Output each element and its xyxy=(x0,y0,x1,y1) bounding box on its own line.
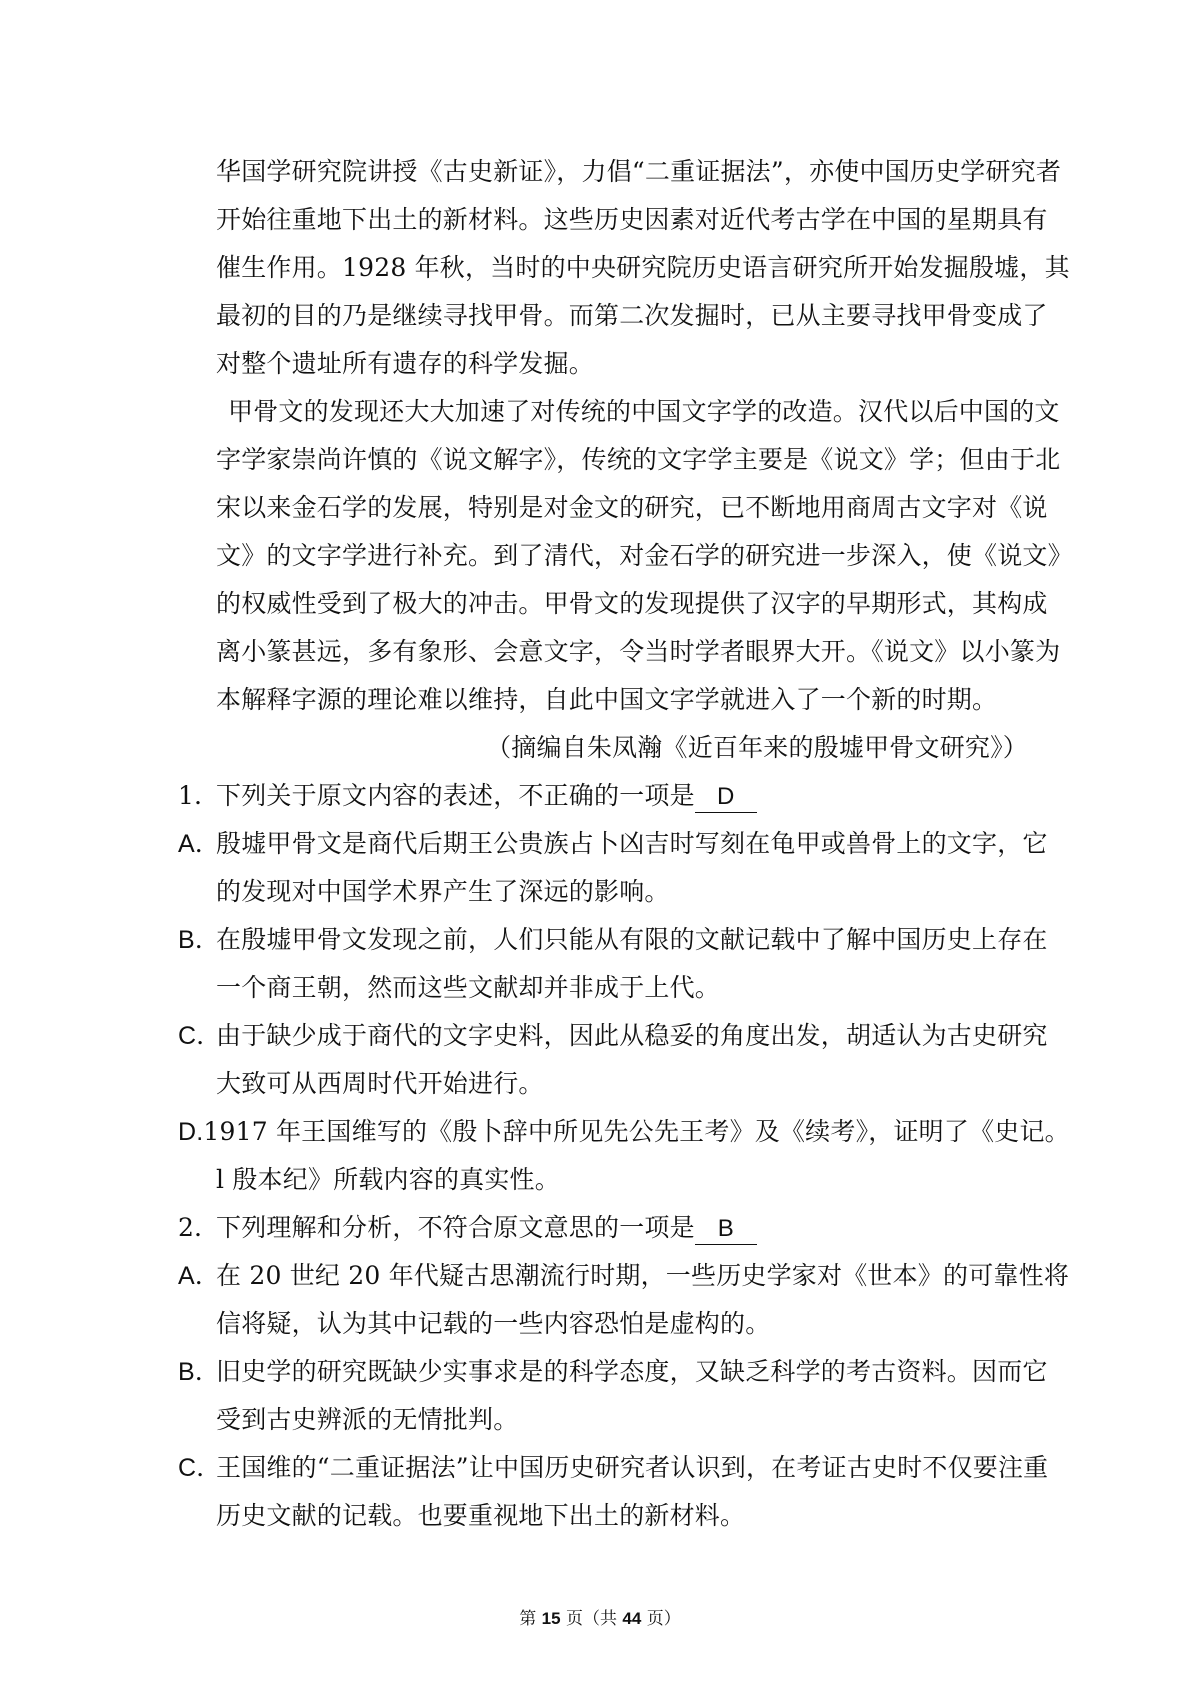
document-content xyxy=(178,148,1073,1540)
page-number: 15 xyxy=(541,1609,561,1628)
option-c xyxy=(178,1444,1049,1492)
question-2-stem xyxy=(178,1204,1028,1252)
option-b xyxy=(178,916,1048,964)
option-c xyxy=(178,1012,1048,1060)
footer-middle: 页（共 xyxy=(560,1609,623,1629)
passage-line: 甲骨文的发现还大大加速了对传统的中国文字学的改造。汉代以后中国的文 xyxy=(228,397,1060,426)
option-a-continued: 信将疑，认为其中记载的一些内容恐怕是虚构的。 xyxy=(216,1309,771,1338)
option-c-continued: 历史文献的记载。也要重视地下出土的新材料。 xyxy=(216,1501,746,1530)
option-text: 殷墟甲骨文是商代后期王公贵族占卜凶吉时写刻在龟甲或兽骨上的文字，它 xyxy=(216,829,1048,858)
option-label: D. xyxy=(178,1118,204,1146)
option-c-continued: 大致可从西周时代开始进行。 xyxy=(216,1069,544,1098)
footer-suffix: 页） xyxy=(641,1609,681,1629)
question-1-stem xyxy=(178,772,1028,820)
passage-line: 宋以来金石学的发展，特别是对金文的研究，已不断地用商周古文字对《说 xyxy=(216,493,1048,522)
passage-source: （摘编自朱凤瀚《近百年来的殷墟甲骨文研究》） xyxy=(486,733,1028,762)
option-label: A． xyxy=(178,830,221,858)
option-d-continued: l 殷本纪》所载内容的真实性。 xyxy=(216,1165,560,1194)
total-pages: 44 xyxy=(622,1609,642,1628)
option-label: C． xyxy=(178,1454,222,1482)
question-number: 2． xyxy=(178,1213,220,1242)
option-b xyxy=(178,1348,1048,1396)
question-text: 下列关于原文内容的表述，不正确的一项是 xyxy=(216,781,695,810)
answer-blank: D xyxy=(695,782,757,813)
option-label: A． xyxy=(178,1262,221,1290)
option-label: C． xyxy=(178,1022,222,1050)
option-label: B． xyxy=(178,926,221,954)
footer-prefix: 第 xyxy=(519,1609,542,1629)
passage-line: 离小篆甚远，多有象形、会意文字，令当时学者眼界大开。《说文》以小篆为 xyxy=(216,637,1061,666)
question-number: 1． xyxy=(178,781,220,810)
option-a-continued: 的发现对中国学术界产生了深远的影响。 xyxy=(216,877,670,906)
option-text: 在 20 世纪 20 年代疑古思潮流行时期，一些历史学家对《世本》的可靠性将 xyxy=(216,1261,1070,1290)
option-text: 1917 年王国维写的《殷卜辞中所见先公先王考》及《续考》，证明了《史记。 xyxy=(203,1117,1070,1146)
option-b-continued: 一个商王朝，然而这些文献却并非成于上代。 xyxy=(216,973,721,1002)
passage-line: 开始往重地下出土的新材料。这些历史因素对近代考古学在中国的星期具有 xyxy=(216,205,1048,234)
option-text: 旧史学的研究既缺少实事求是的科学态度，又缺乏科学的考古资料。因而它 xyxy=(216,1357,1048,1386)
option-d xyxy=(178,1108,1070,1156)
option-a xyxy=(178,820,1048,868)
passage-line: 华国学研究院讲授《古史新证》，力倡“二重证据法”，亦使中国历史学研究者 xyxy=(216,157,1062,186)
option-label: B． xyxy=(178,1358,221,1386)
question-text: 下列理解和分析，不符合原文意思的一项是 xyxy=(216,1213,695,1242)
page-footer xyxy=(0,1604,1200,1629)
option-text: 在殷墟甲骨文发现之前，人们只能从有限的文献记载中了解中国历史上存在 xyxy=(216,925,1048,954)
passage-line: 字学家崇尚许慎的《说文解字》，传统的文字学主要是《说文》学；但由于北 xyxy=(216,445,1061,474)
passage-line: 对整个遗址所有遗存的科学发掘。 xyxy=(216,349,595,378)
passage-line: 本解释字源的理论难以维持，自此中国文字学就进入了一个新的时期。 xyxy=(216,685,998,714)
option-b-continued: 受到古史辨派的无情批判。 xyxy=(216,1405,519,1434)
passage-line: 最初的目的乃是继续寻找甲骨。而第二次发掘时，已从主要寻找甲骨变成了 xyxy=(216,301,1048,330)
passage-line: 文》的文字学进行补充。到了清代，对金石学的研究进一步深入，使《说文》 xyxy=(216,541,1073,570)
option-text: 由于缺少成于商代的文字史料，因此从稳妥的角度出发，胡适认为古史研究 xyxy=(216,1021,1048,1050)
option-text: 王国维的“二重证据法”让中国历史研究者认识到，在考证古史时不仅要注重 xyxy=(216,1453,1049,1482)
passage-line: 催生作用。1928 年秋，当时的中央研究院历史语言研究所开始发掘殷墟，其 xyxy=(216,253,1070,282)
answer-blank: B xyxy=(695,1214,757,1245)
option-a xyxy=(178,1252,1070,1300)
passage-line: 的权威性受到了极大的冲击。甲骨文的发现提供了汉字的早期形式，其构成 xyxy=(216,589,1048,618)
